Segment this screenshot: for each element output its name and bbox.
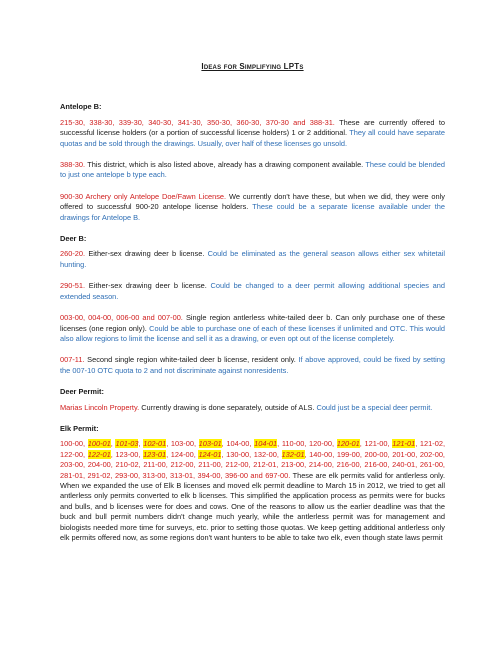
section-heading: Deer B: (60, 234, 87, 244)
section (60, 424, 445, 543)
text-run: These are currently offered to successful license holders (or a portion of successful license holders) 1 or 2 additional. (60, 117, 446, 138)
highlighted-code: 103-01 (198, 439, 222, 449)
highlighted-code: 123-01 (143, 449, 167, 459)
text-run: They all could have separate quotas and be sold through the drawings. Usually, over half of these licenses go unsold. (60, 128, 445, 148)
section-heading: Antelope B: (60, 102, 102, 112)
text-run: , (138, 439, 144, 449)
paragraph (60, 192, 445, 223)
paragraph (60, 355, 445, 376)
paragraph (60, 403, 445, 413)
text-run: We currently don't have these, but when we did, they were only offered to successful 900-20 antelope license holders. (60, 191, 445, 212)
highlighted-code: 132-01 (281, 449, 305, 459)
text-run: 007-11. (60, 355, 85, 365)
text-run: Could be eliminated as the general season allows either sex whitetail hunting. (60, 249, 446, 269)
text-run: , 130-00, 132-00, (221, 449, 282, 459)
text-run: Single region antlerless white-tailed deer b. Can only purchase one of these licenses (one region only). (60, 313, 445, 333)
text-run: 100-00, (60, 439, 88, 449)
paragraph (60, 118, 445, 149)
text-run: , 123-00, (110, 449, 144, 459)
document-page (60, 62, 445, 554)
text-run: 215-30, 338-30, 339-30, 340-30, 341-30, 350-30, 360-30, 370-30 and 388-31. (60, 117, 335, 127)
highlighted-code: 124-01 (198, 449, 222, 459)
text-run: These could be blended to just one antelope b type each. (60, 160, 445, 180)
text-run: 900-30 Archery only Antelope Doe/Fawn License. (60, 191, 227, 201)
text-run: , 104-00, (221, 439, 255, 449)
paragraph (60, 281, 445, 302)
highlighted-code: 102-01 (143, 439, 167, 449)
highlighted-code: 104-01 (254, 439, 278, 449)
text-run: Second single region white-tailed deer b license, resident only. (84, 355, 299, 365)
section-heading: Elk Permit: (60, 423, 99, 433)
section (60, 234, 445, 376)
text-run: Could be changed to a deer permit allowing additional species and extended season. (60, 281, 445, 301)
text-run: 003-00, 004-00, 006-00 and 007-00. (60, 313, 183, 323)
text-run: If above approved, could be fixed by setting the 007-10 OTC quota to 2 and not discriminate against nonresidents. (60, 355, 445, 375)
text-run: , 124-00, (166, 449, 199, 459)
text-run: Could just be a special deer permit. (316, 402, 433, 412)
highlighted-code: 120-01 (336, 439, 360, 449)
paragraph (60, 439, 445, 543)
text-run: 290-51. (60, 281, 86, 291)
highlighted-code: 122-01 (87, 449, 111, 459)
paragraph (60, 313, 445, 344)
text-run: , 110-00, 120-00, (277, 439, 337, 449)
text-run: , 103-00, (166, 439, 199, 449)
text-run: Either-sex drawing deer b license. (85, 281, 211, 291)
section-heading: Deer Permit: (60, 387, 104, 397)
text-run: 388-30. (60, 160, 86, 170)
paragraph (60, 249, 445, 270)
text-run: , 121-00, (359, 439, 393, 449)
paragraph (60, 160, 445, 181)
text-run: , 140-00, 199-00, 200-00, 201-00, 202-00, 203-00, 204-00, 210-02, 211-00, 212-00, 211-00, 212-00, 212-01, 213-00, 214-00, 216-00, 216-00, 240-01, 261-00, 281-01, 291-02, 293-00, 313-00, 313-01, 394-00, 396-00 and 697-00. (60, 449, 445, 480)
text-run: These could be a separate license available under the drawings for Antelope B. (60, 202, 445, 222)
text-run: Either-sex drawing deer b license. (85, 249, 208, 259)
text-run: Marias Lincoln Property. (60, 402, 140, 412)
page-title: Ideas for Simplifying LPTs (201, 62, 304, 71)
text-run: 260-20. (60, 249, 86, 259)
section (60, 102, 445, 223)
document-body (60, 102, 445, 543)
text-run: This district, which is also listed above, already has a drawing component available. (85, 160, 366, 170)
text-run: These are elk permits valid for antlerless only. When we expanded the use of Elk B licenses and moved elk permit deadline to March 15 in 2012, we tried to get all antlerless only permits converted to elk b licenses. This simplified the application process as permits were for bucks and bulls, and b licenses were for does and cows. One of the reasons to allow us the earlier deadline was that the buck and bull permit numbers didn't change much yearly, while the antlerless permit was for management and biologists needed more time for surveys, etc. prior to setting those quotas. We keep getting additional antlerless only elk permits offered now, as some regions don't want hunters to be able to take two elk, even though state laws permit (60, 470, 445, 542)
highlighted-code: 100-01 (87, 439, 111, 449)
highlighted-code: 101-03 (115, 439, 139, 449)
text-run: Could be able to purchase one of each of these licenses if unlimited and OTC. This would also allow regions to limit the license and sell it as a drawing, or even opt out of the license completely. (60, 323, 445, 343)
text-run: , 121-02, 122-00, (60, 439, 445, 459)
section (60, 387, 445, 413)
text-run: Currently drawing is done separately, outside of ALS. (139, 402, 317, 412)
highlighted-code: 121-01 (392, 439, 416, 449)
text-run: , (110, 439, 116, 449)
